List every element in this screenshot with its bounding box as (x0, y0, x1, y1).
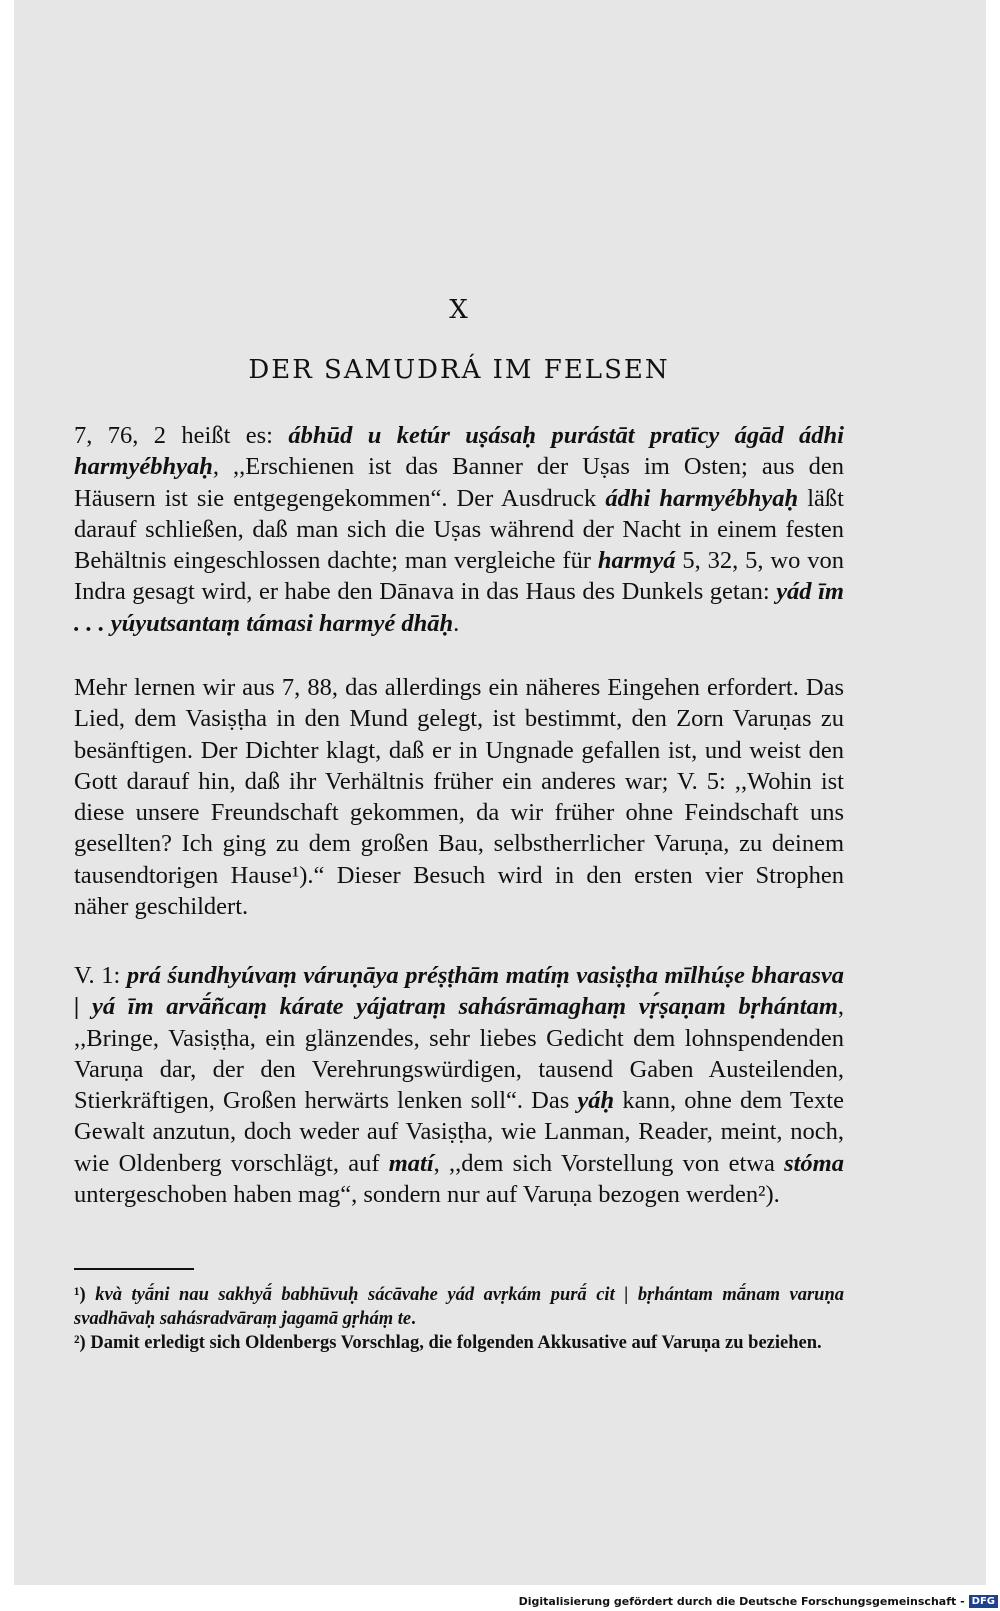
text-run: ¹) (74, 1285, 96, 1305)
text-run: 5, 32, 5, wo von Indra gesagt wird, er habe den Dānava in das Haus des Dunkels getan: (74, 547, 844, 606)
text-run: V. 1: (74, 962, 127, 989)
italic-run: kvà tyā́ni nau sakhyā́ babhūvuḥ sácāvahe yád avṛkám purā́ cit | bṛhántam mā́nam varuṇa svadhāvaḥ sahásradvāraṃ jagamā gṛháṃ te (74, 1285, 844, 1329)
italic-run: matí (388, 1149, 434, 1177)
digitization-footer (519, 1591, 1000, 1611)
text-run: untergeschoben haben mag“, sondern nur auf Varuṇa bezogen werden²). (74, 1181, 780, 1209)
text-run: . (411, 1309, 416, 1329)
paragraph-3 (74, 960, 844, 1210)
text-run: , ,,dem sich Vorstellung von etwa (433, 1149, 785, 1177)
chapter-title: DER SAMUDRÁ IM FELSEN (248, 355, 670, 385)
text-run: kann, ohne dem Texte Gewalt anzutun, doch weder auf Vasiṣṭha, wie Lanman, Reader, meint, noch, wie Oldenberg vorschlägt, auf (74, 1087, 844, 1177)
paragraph-2 (74, 672, 844, 922)
text-run: . (453, 609, 460, 637)
text-run: Mehr lernen wir aus 7, 88, das allerdings ein näheres Eingehen erfordert. Das Lied, dem Vasiṣṭha in den Mund gelegt, ist bestimmt, den Zorn Varuṇas zu besänftigen. Der Dichter klagt, daß er in Ungnade gefallen ist, und weist den Gott darauf hin, daß ihr Verhältnis früher ein anderes war; V. 5: ,,Wohin ist diese unsere Freundschaft gekommen, da wir früher ohne Feindschaft uns gesellten? Ich ging zu dem großen Bau, selbstherrlicher Varuṇa, zu deinem tausendtorigen Hause¹).“ Dieser Besuch wird in den ersten vier Strophen näher geschildert. (74, 674, 844, 921)
italic-run: yáḥ (577, 1087, 615, 1115)
italic-run: ádhi harmyébhyaḥ (605, 484, 799, 512)
footer-credit: Digitalisierung gefördert durch die Deutsche Forschungsgemeinschaft - (518, 1594, 965, 1608)
text-run: 7, 76, 2 heißt es: (74, 422, 289, 449)
text-run: , ,,Erschienen ist das Banner der Uṣas im Osten; aus den Häusern ist sie entgegengekommen“. Der Ausdruck (74, 453, 844, 512)
footnote-2 (74, 1331, 844, 1355)
italic-run: stóma (784, 1149, 844, 1177)
footnote-divider (74, 1268, 194, 1270)
dfg-logo[interactable]: DFG (969, 1595, 998, 1608)
text-run: läßt darauf schließen, daß man sich die Uṣas während der Nacht in einem festen Behältnis eingeschlossen dachte; man vergleiche für (74, 484, 844, 575)
italic-run: harmyá (597, 547, 676, 575)
italic-run: yád īm . . . yúyutsantaṃ támasi harmyé dhāḥ (74, 578, 844, 637)
text-run: , ,,Bringe, Vasiṣṭha, ein glänzendes, sehr liebes Gedicht dem lohnspendenden Varuṇa dar, der den Verehrungswürdigen, tausend Gaben Austeilenden, Stierkräftigen, Großen herwärts lenken soll“. Das (74, 993, 844, 1115)
footnote-1 (74, 1283, 844, 1331)
scanned-page (14, 0, 986, 1585)
chapter-number: X (449, 295, 469, 325)
italic-run: ábhūd u ketúr uṣásaḥ purástāt pratīcy ágād ádhi harmyébhyaḥ (74, 422, 844, 481)
italic-run: prá śundhyúvaṃ váruṇāya préṣṭhām matíṃ vasiṣṭha mīlhúṣe bharasva | yá īm arvā́ñcaṃ kárate yájatraṃ sahásrāmaghaṃ vṛ́ṣaṇam bṛhántam (74, 962, 844, 1021)
paragraph-1 (74, 420, 844, 639)
text-run: ²) Damit erledigt sich Oldenbergs Vorschlag, die folgenden Akkusative auf Varuṇa zu beziehen. (74, 1333, 822, 1353)
